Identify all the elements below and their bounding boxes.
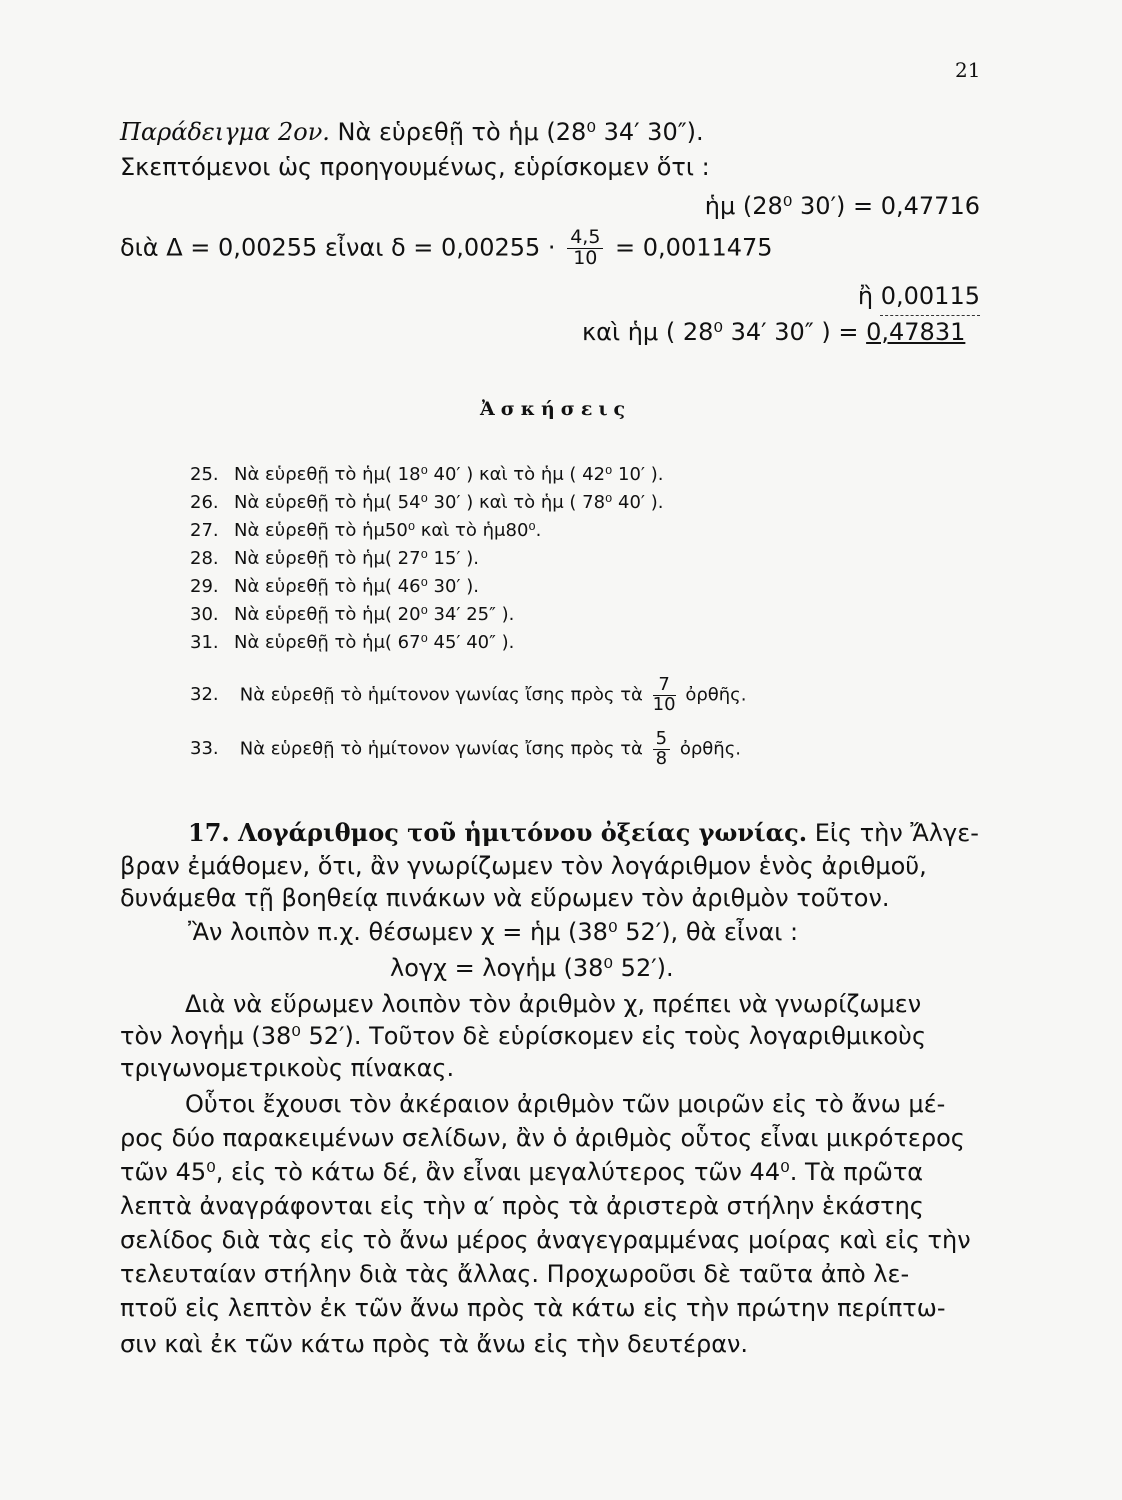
exercise-text: Νὰ εὑρεθῇ τὸ ἡμίτονον γωνίας ἴσης πρὸς τὰ [239, 738, 643, 760]
fraction-numerator: 4,5 [567, 228, 603, 249]
s17-line-8: ρος δύο παρακειμένων σελίδων, ἂν ὁ ἀριθμὸς οὗτος εἶναι μικρότερος [120, 1124, 965, 1152]
exercise-number: 28. [190, 548, 219, 569]
s17-line-14: σιν καὶ ἐκ τῶν κάτω πρὸς τὰ ἄνω εἰς τὴν δευτέραν. [120, 1330, 749, 1358]
fraction-numerator: 5 [653, 730, 670, 750]
example-line-4 [120, 228, 773, 269]
exercises-heading: Ἀσκήσεις [480, 398, 632, 420]
example-line-6-left: καὶ ἡμ ( 28⁰ 34′ 30″ ) = [582, 318, 859, 346]
exercise-item [190, 576, 663, 604]
exercise-32 [190, 676, 746, 715]
s17-line-6: τριγωνομετρικοὺς πίνακας. [120, 1054, 455, 1082]
exercise-number: 30. [190, 604, 219, 625]
s17-line-10: λεπτὰ ἀναγράφονται εἰς τὴν α′ πρὸς τὰ ἀριστερὰ στήλην ἑκάστης [120, 1192, 924, 1220]
exercise-text: Νὰ εὑρεθῇ τὸ ἡμ( 20⁰ 34′ 25″ ). [234, 604, 515, 625]
exercise-item [190, 632, 663, 660]
exercise-number: 32. [190, 684, 219, 706]
exercise-text: Νὰ εὑρεθῇ τὸ ἡμ( 54⁰ 30′ ) καὶ τὸ ἡμ ( 78⁰ 40′ ). [234, 492, 664, 513]
exercise-tail: ὀρθῆς. [679, 738, 742, 760]
s17-line-5: τὸν λογἡμ (38⁰ 52′). Τοῦτον δὲ εὑρίσκομεν εἰς τοὺς λογαριθμικοὺς [120, 1022, 927, 1050]
exercise-number: 29. [190, 576, 219, 597]
exercise-item [190, 492, 663, 520]
s17-line-3: λογχ = λογἡμ (38⁰ 52′). [390, 954, 674, 982]
exercise-text: Νὰ εὑρεθῇ τὸ ἡμ50⁰ καὶ τὸ ἡμ80⁰. [234, 520, 542, 541]
example-line-2: Σκεπτόμενοι ὡς προηγουμένως, εὑρίσκομεν ὅτι : [120, 153, 710, 181]
exercise-text: Νὰ εὑρεθῇ τὸ ἡμ( 67⁰ 45′ 40″ ). [234, 632, 515, 653]
s17-line-13: πτοῦ εἰς λεπτὸν ἐκ τῶν ἄνω πρὸς τὰ κάτω εἰς τὴν πρώτην περίπτω- [120, 1294, 946, 1322]
example-line-4-right: = 0,0011475 [615, 233, 773, 262]
exercise-text: Νὰ εὑρεθῇ τὸ ἡμ( 18⁰ 40′ ) καὶ τὸ ἡμ ( 42⁰ 10′ ). [234, 464, 664, 485]
exercise-item [190, 464, 663, 492]
s17-line-12: τελευταίαν στήλην διὰ τὰς ἄλλας. Προχωροῦσι δὲ ταῦτα ἀπὸ λε- [120, 1260, 910, 1288]
fraction-denominator: 10 [573, 246, 598, 269]
exercise-list [190, 464, 663, 660]
exercise-number: 27. [190, 520, 219, 541]
exercise-number: 33. [190, 738, 219, 760]
exercise-item [190, 604, 663, 632]
page-number: 21 [955, 58, 981, 82]
s17-line-1: δυνάμεθα τῇ βοηθείᾳ πινάκων νὰ εὕρωμεν τὸν ἀριθμὸν τοῦτον. [120, 884, 890, 912]
example-title-text: Νὰ εὑρεθῇ τὸ ἡμ (28⁰ 34′ 30″). [337, 118, 704, 146]
exercise-text: Νὰ εὑρεθῇ τὸ ἡμ( 27⁰ 15′ ). [234, 548, 479, 569]
exercise-number: 31. [190, 632, 219, 653]
exercise-33 [190, 730, 741, 769]
s17-line-7: Οὗτοι ἔχουσι τὸν ἀκέραιον ἀριθμὸν τῶν μοιρῶν εἰς τὸ ἄνω μέ- [185, 1090, 946, 1118]
dashed-rule [880, 315, 980, 316]
fraction-numerator: 7 [653, 676, 676, 696]
exercise-item [190, 520, 663, 548]
exercise-text: Νὰ εὑρεθῇ τὸ ἡμ( 46⁰ 30′ ). [234, 576, 479, 597]
example-title-line [120, 118, 704, 146]
exercise-item [190, 548, 663, 576]
exercise-fraction [653, 730, 670, 769]
exercise-number: 25. [190, 464, 219, 485]
example-fraction [567, 228, 603, 269]
s17-line-2: Ἂν λοιπὸν π.χ. θέσωμεν χ = ἡμ (38⁰ 52′), θὰ εἶναι : [188, 918, 799, 946]
section-17-heading: 17. Λογάριθμος τοῦ ἡμιτόνου ὀξείας γωνίας. [188, 818, 808, 847]
exercise-number: 26. [190, 492, 219, 513]
fraction-denominator: 8 [655, 747, 668, 769]
section-17-heading-rest: Εἰς τὴν Ἄλγε- [814, 819, 979, 847]
exercise-text: Νὰ εὑρεθῇ τὸ ἡμίτονον γωνίας ἴσης πρὸς τὰ [239, 684, 643, 706]
example-result: 0,47831 [866, 318, 966, 346]
fraction-denominator: 10 [652, 693, 676, 715]
example-label: Παράδειγμα 2ον. [120, 118, 330, 146]
example-line-4-left: διὰ Δ = 0,00255 εἶναι δ = 0,00255 · [120, 233, 556, 262]
exercise-tail: ὀρθῆς. [685, 684, 747, 706]
section-17-heading-line [188, 818, 979, 847]
example-line-3: ἡμ (28⁰ 30′) = 0,47716 [704, 192, 980, 220]
s17-line-0: βραν ἐμάθομεν, ὅτι, ἂν γνωρίζωμεν τὸν λογάριθμον ἑνὸς ἀριθμοῦ, [120, 852, 927, 880]
s17-line-9: τῶν 45⁰, εἰς τὸ κάτω δέ, ἂν εἶναι μεγαλύτερος τῶν 44⁰. Τὰ πρῶτα [120, 1158, 924, 1186]
example-line-5: ἢ 0,00115 [857, 282, 980, 310]
s17-line-4: Διὰ νὰ εὕρωμεν λοιπὸν τὸν ἀριθμὸν χ, πρέπει νὰ γνωρίζωμεν [185, 990, 922, 1018]
s17-line-11: σελίδος διὰ τὰς εἰς τὸ ἄνω μέρος ἀναγεγραμμένας μοίρας καὶ εἰς τὴν [120, 1226, 971, 1254]
example-line-6 [582, 318, 965, 346]
exercise-fraction [653, 676, 676, 715]
